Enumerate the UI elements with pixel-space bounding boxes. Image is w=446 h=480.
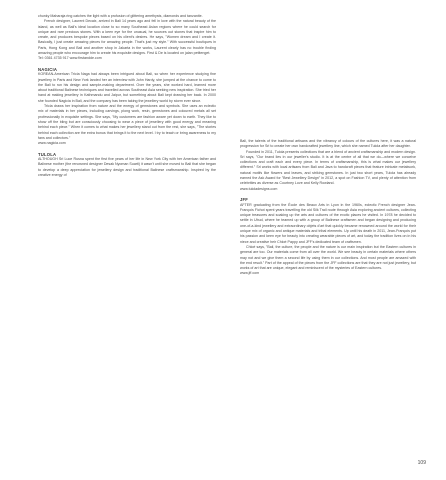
first-and-de-contact: Tel: 0361 4735 917 www.firstandde.com: [38, 56, 102, 61]
nagicia-paragraph-2: Tricia draws her inspiration from nature and the energy of gemstones and symbols. She uses an eclectic mix of materials in her pieces, including carvings, plong work, resin, gemstones and coloured metals all set professionally in exquisite settings. She says, "My customers are fashion aware yet down to earth. They like to show off the bling but are consciously choosing to wear a piece of jewellery with good energy and meaning behind each piece." When it comes to what makes her jewellery stand out from the rest, she says, "The stories behind each collection are the extra bonus that brings it to the next level. I try to teach or bring awareness to my fans and collectors.": [38, 104, 216, 140]
tulola-paragraph-3: Founded in 2011, Tulola presents collections that are a blend of ancient craftsmanship and modern design. Sri says, "Our brand lies in our jeweller's studio. It is at the centre of all that we do—where we conceive collections and craft each and every piece. In terms of craftsmanship, this is what makes our jewellery different." Sri works with local artisans from Bali and Java to handcraft pieces that feature intricate metalwork, natural motifs like flowers and leaves, and striking gemstones. In just two short years, Tulola has already earned the Ask Award for "Best Jewellery Design" in 2012, a spot on Fashion TV, and plenty of attention from celebrities as diverse as Courtney Love and Kelly Rowland.: [240, 149, 416, 186]
nagicia-website: www.nagicia.com: [38, 141, 66, 146]
jff-heading: JFF: [240, 197, 249, 203]
intro-paragraph-1: chunky Maharaja ring catches the light with a profusion of glittering amethysts, diamonds and tanzanite.: [38, 14, 203, 18]
jff-website: www.jff.com: [240, 271, 260, 276]
nagicia-heading: NAGICIA: [38, 66, 58, 72]
page-number: 109: [417, 460, 426, 466]
tulola-heading: TULOLA: [38, 151, 57, 157]
tulola-paragraph-1: ALTHOUGH Sri Luce Rusna spent the first five years of her life in New York City with her American father and Balinese mother (the renowned designer Desak Nyoman Suarti) it wasn't until she moved to Bali that she began to develop a deep appreciation for jewellery design and traditional Balinese craftsmanship. Inspired by the creative energy of: [38, 157, 216, 177]
jff-paragraph-2: Chloé says, "Bali, the culture, the people and the nature is our main inspiration but the Eastern cultures in general are too. Our materials come from all over the world. We see beauty in certain materials where others may not and we give them a second life by using them in our collections. And most people are amazed with the end result." Part of the appeal of the pieces from the JFF collections are that they are not just jewellery, but works of art that are unique, elegant and reminiscent of the mysteries of Eastern cultures.: [240, 244, 416, 271]
left-column: [38, 14, 216, 178]
tulola-website: www.tuloladesigns.com: [240, 186, 278, 191]
right-column: [240, 139, 416, 277]
jff-paragraph-1: AFTER graduating from the École des Beaux Arts in Lyon in the 1960s, eclectic French designer Jean-François Fichot spent years travelling the old Silk Trail route through Asia exploring ancient cultures, collecting unique treasures and soaking up the arts and cultures of the exotic places he visited. In 1978 he decided to settle in Ubud, where he teamed up with a group of Balinese craftsmen and began designing and producing one-of-a-kind jewellery and extraordinary objets d'art that quickly became renowned around the world for their unique mix of organic and antique materials and tribal elements. Up until his death in 2011, Jean-François put his passion and keen eye for beauty into creating wearable pieces of art, and today the tradition lives on in his niece and creative heir Chloé Pappy and JFF's dedicated team of craftsmen.: [240, 202, 416, 244]
tulola-paragraph-2: Bali, the talents of the traditional artisans and the vibrancy of colours of the cultures here, it was a natural progression for Sri to create her own handcrafted jewellery line, which she named Tulola after her daughter.: [240, 139, 416, 149]
intro-paragraph-2: French designer, Laurent Decaix, arrived in Bali 14 years ago and fell in love with the natural beauty of the island, as well as Bali's ideal location close to so many Southeast Asian regions where he could search for unique and rare precious stones. With a keen eye for the unusual, he sources out stones that inspire him to create, and produces bespoke pieces based on his client's desires. He says, "Women dream and I create it. Basically, I just create amazing pieces for amazing people. That's just my style." With successful boutiques in Paris, Hong Kong and Bali and another shop in Jakarta in the works, Laurent clearly has no trouble finding amazing people who encourage him to create his exquisite designs. First & De is located on jalan petitenget.: [38, 19, 216, 56]
nagicia-paragraph-1: KOREAN-American Tricia Naga had always been intrigued about Bali, so when her experience studying fine jewellery in Paris and New York landed her an interview with John Hardy, she jumped at the chance to come to the Bali to run his design and sample-making department. Over the years, she worked hard, learned more about traditional Balinese techniques and travelled across Southeast Asia seeking new inspiration. She tried her hand at making jewellery in Kathmandu and Jaipur, but something about Bali kept drawing her back. In 2000 she founded Nagicia in Bali, and the company has been taking the jewellery world by storm ever since.: [38, 72, 216, 103]
